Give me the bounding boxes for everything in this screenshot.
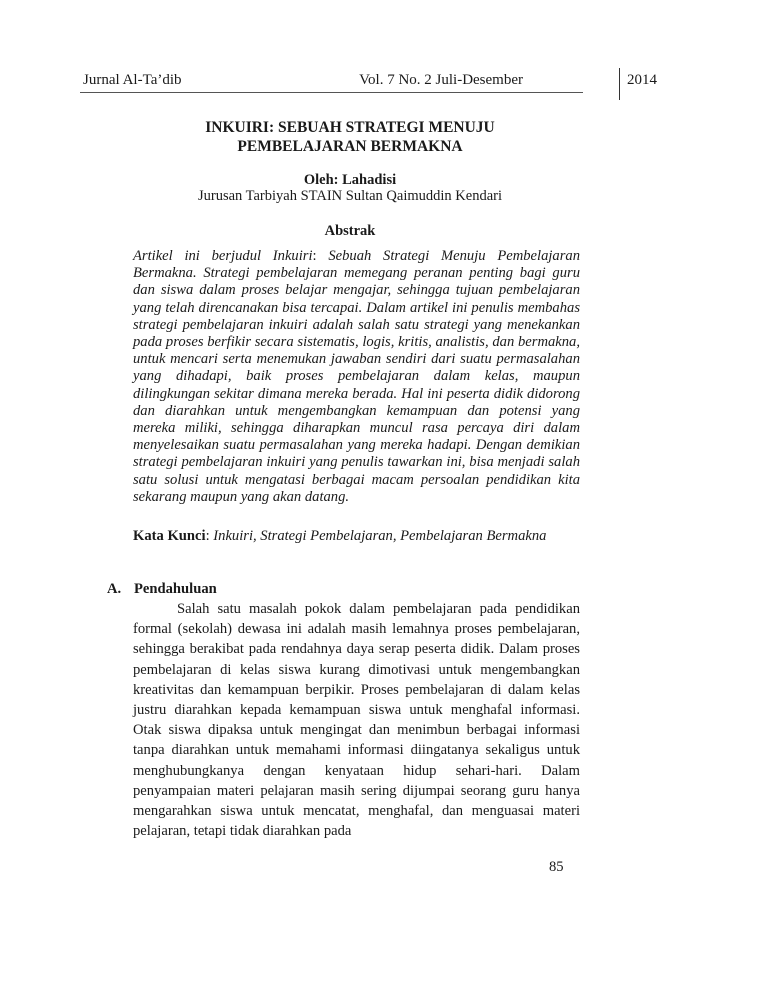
abstract-colon: : (312, 248, 317, 264)
title-line-2: PEMBELAJARAN BERMAKNA (237, 138, 463, 155)
header-rule (80, 92, 583, 93)
section-title: Pendahuluan (134, 581, 217, 597)
abstract-text: Sebuah Strategi Menuju Pembelajaran Bermakna. Strategi pembelajaran memegang peranan penting bagi guru dan siswa dalam proses belajar mengajar, sehingga tujuan pembelajaran yang telah direncanakan bisa tercapai. Dalam artikel ini penulis membahas strategi pembelajaran inkuiri adalah salah satu strategi yang menekankan pada proses berfikir secara sistematis, logis, kritis, analistis, dan bermakna, untuk mencari serta menemukan jawaban sendiri dari suatu permasalahan yang dihadapi, baik proses pembelajaran dalam kelas, maupun dilingkungan sekitar dimana mereka berada. Hal ini peserta didik didorong dan diarahkan untuk mengembangkan kemampuan dan potensi yang mereka miliki, sehingga diharapkan muncul rasa percaya diri dalam menyelesaikan suatu permasalahan yang mereka hadapi. Dengan demikian strategi pembelajaran inkuiri yang penulis tawarkan ini, bisa menjadi salah satu solusi untuk mengatasi berbagai macam persoalan pendidikan kita sekarang maupun yang akan datang. (133, 248, 580, 505)
abstract-body (133, 248, 580, 506)
keywords-values: Inkuiri, Strategi Pembelajaran, Pembelajaran Bermakna (213, 528, 547, 544)
article-title (120, 118, 580, 156)
keywords-label: Kata Kunci (133, 528, 206, 544)
section-heading (107, 580, 217, 598)
header-divider (619, 68, 620, 100)
abstract-heading: Abstrak (324, 223, 376, 239)
publication-year: 2014 (627, 72, 657, 88)
title-line-1: INKUIRI: SEBUAH STRATEGI MENUJU (205, 119, 495, 136)
volume-info: Vol. 7 No. 2 Juli-Desember (359, 72, 523, 88)
running-header (83, 68, 657, 92)
keywords (133, 527, 580, 545)
journal-name: Jurnal Al-Ta’dib (83, 72, 182, 88)
abstract-lead: Artikel ini berjudul Inkuiri (133, 248, 313, 264)
page-number: 85 (549, 859, 564, 875)
keywords-separator: : (205, 528, 214, 544)
affiliation: Jurusan Tarbiyah STAIN Sultan Qaimuddin Kendari (197, 188, 503, 204)
body-paragraph: Salah satu masalah pokok dalam pembelajaran pada pendidikan formal (sekolah) dewasa ini adalah masih lemahnya proses pembelajaran, sehingga berakibat pada rendahnya daya serap peserta didik. Dalam proses pembelajaran di kelas siswa kurang dimotivasi untuk mengembangkan kreativitas dan kemampuan berpikir. Proses pembelajaran di dalam kelas justru diarahkan kepada kemampuan siswa untuk menghafal informasi. Otak siswa dipaksa untuk mengingat dan menimbun berbagai informasi tanpa diarahkan untuk memahami informasi diingatanya sekaligus untuk menghubungkanya dengan kenyataan hidup sehari-hari. Dalam penyampaian materi pelajaran masih sering dijumpai seorang guru hanya mengarahkan siswa untuk mencatat, menghafal, dan menguasai materi pelajaran, tetapi tidak diarahkan pada (133, 601, 580, 840)
section-letter: A. (107, 581, 122, 597)
author: Oleh: Lahadisi (303, 172, 397, 188)
